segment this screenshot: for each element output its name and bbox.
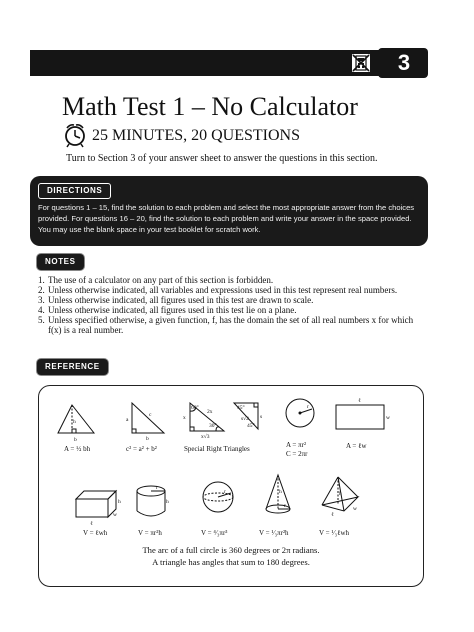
- circle-figure: [286, 399, 314, 427]
- label-box-l: ℓ: [90, 521, 93, 527]
- note-item: [38, 315, 418, 335]
- note-number: 1.: [38, 275, 45, 285]
- label-r: r: [307, 404, 309, 410]
- label-2x: 2x: [207, 409, 213, 415]
- formula-pyramid-volume: V = ¹⁄₃ℓwh: [319, 529, 349, 537]
- note-item: [38, 305, 418, 315]
- label-h: h: [73, 419, 76, 425]
- formula-rectangle-area: A = ℓw: [346, 442, 367, 450]
- label-box-w: w: [113, 512, 117, 518]
- label-a: a: [126, 417, 129, 423]
- instruction-text: Turn to Section 3 of your answer sheet to answer the questions in this section.: [66, 153, 378, 164]
- label-30: 30°: [209, 423, 217, 429]
- cone-figure: [266, 475, 290, 513]
- label-cyl-h: h: [166, 499, 169, 505]
- label-x-root3: x√3: [201, 434, 210, 440]
- note-text: Unless otherwise indicated, all variables and expressions used in this test represent real numbers.: [48, 285, 398, 295]
- rectangle-figure: [336, 405, 384, 429]
- no-calculator-icon: [352, 54, 370, 72]
- note-number: 2.: [38, 285, 45, 295]
- formula-cone-volume: V = ¹⁄₃πr²h: [259, 529, 289, 537]
- label-60: 60°: [191, 405, 199, 411]
- label-b2: b: [146, 436, 149, 442]
- label-c: c: [149, 412, 152, 418]
- note-item: [38, 275, 418, 285]
- label-cyl-r: r: [156, 485, 158, 491]
- clock-icon: [62, 122, 88, 148]
- section-number: 3: [397, 50, 411, 75]
- cylinder-figure: [137, 486, 165, 516]
- label-s: s: [260, 414, 263, 420]
- label-w: w: [386, 415, 390, 421]
- label-x: x: [183, 415, 186, 421]
- reference-fact-arc: The arc of a full circle is 360 degrees or 2π radians.: [142, 545, 320, 555]
- directions-label: DIRECTIONS: [38, 183, 111, 199]
- label-l: ℓ: [358, 398, 361, 404]
- test-subtitle: 25 MINUTES, 20 QUESTIONS: [92, 127, 300, 144]
- note-text: The use of a calculator on any part of this section is forbidden.: [48, 275, 274, 285]
- formula-circumference: C = 2πr: [286, 450, 308, 458]
- label-cone-r: r: [284, 503, 286, 509]
- label-45a: 45°: [237, 405, 245, 411]
- formula-pythagorean: c² = a² + b²: [126, 445, 157, 453]
- label-b: b: [74, 437, 77, 443]
- note-number: 4.: [38, 305, 45, 315]
- note-text: Unless specified otherwise, a given function, f, has the domain the set of all real numbers x for which f(x) is a real number.: [48, 315, 414, 335]
- note-number: 5.: [38, 315, 45, 325]
- label-45b: 45°: [247, 423, 255, 429]
- sphere-figure: [203, 482, 233, 512]
- directions-text: For questions 1 – 15, find the solution to each problem and select the most appropriate answer from the choices provided. For questions 16 – 20, find the solution to each problem and write your answer in the space provided. You may use the blank space in your test booklet for scratch work.: [38, 203, 415, 234]
- label-cone-h: h: [279, 489, 282, 495]
- label-box-h: h: [118, 499, 121, 505]
- formula-box-volume: V = ℓwh: [83, 529, 108, 537]
- label-sph-r: r: [224, 489, 226, 495]
- page-title: Math Test 1 – No Calculator: [62, 92, 358, 121]
- label-pyr-w: w: [353, 506, 357, 512]
- note-number: 3.: [38, 295, 45, 305]
- note-item: [38, 295, 418, 305]
- box-figure: [76, 491, 116, 517]
- formula-special-triangles: Special Right Triangles: [184, 445, 250, 453]
- note-item: [38, 285, 418, 295]
- right-triangle-figure: [132, 403, 164, 433]
- note-text: Unless otherwise indicated, all figures used in this test lie on a plane.: [48, 305, 297, 315]
- formula-sphere-volume: V = ⁴⁄₃πr³: [201, 529, 228, 537]
- formula-circle-area: A = πr²: [286, 441, 307, 449]
- triangle-figure: [58, 405, 94, 433]
- notes-label: NOTES: [38, 255, 83, 269]
- note-text: Unless otherwise indicated, all figures used in this test are drawn to scale.: [48, 295, 314, 305]
- formula-cylinder-volume: V = πr²h: [138, 529, 162, 537]
- label-pyr-l: ℓ: [331, 512, 334, 518]
- label-pyr-h: h: [339, 491, 342, 497]
- formula-triangle-area: A = ½ bh: [64, 445, 91, 453]
- reference-fact-triangle: A triangle has angles that sum to 180 degrees.: [152, 557, 310, 567]
- reference-label: REFERENCE: [38, 360, 107, 374]
- label-s-root2: s√2: [241, 416, 249, 422]
- notes-list: [38, 275, 418, 335]
